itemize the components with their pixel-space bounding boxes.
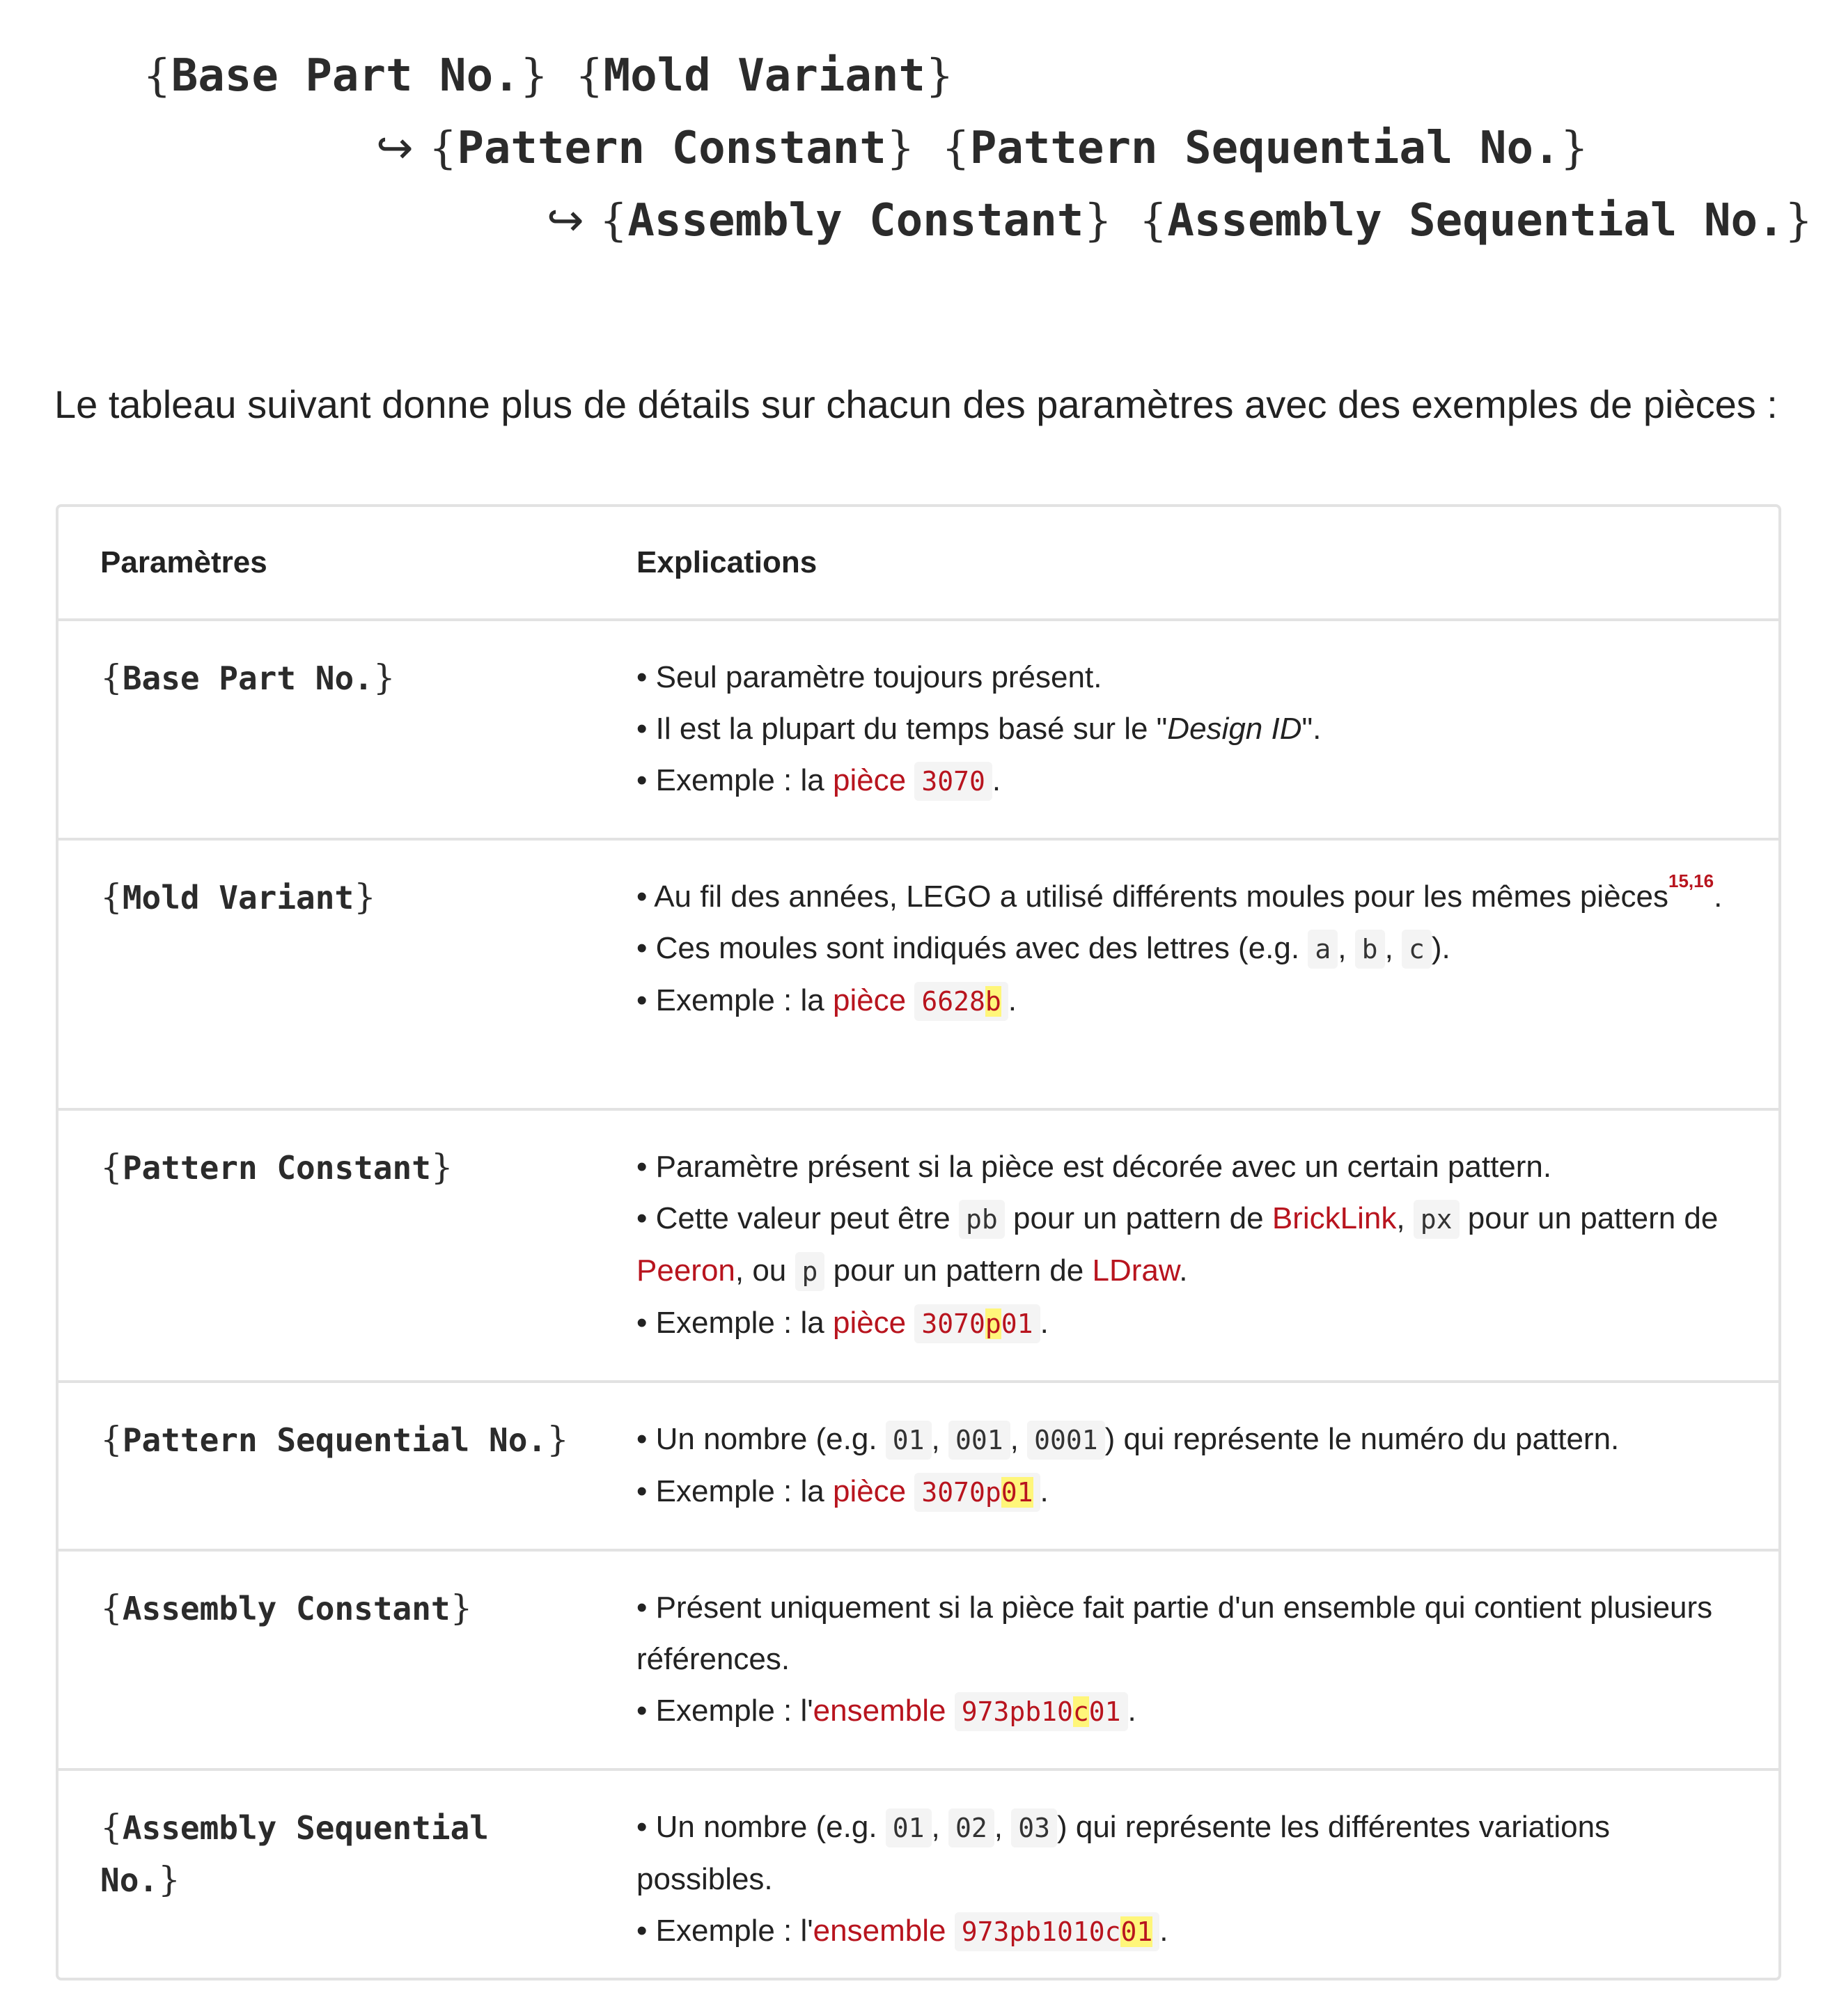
bullet: • Présent uniquement si la pièce fait partie d'un ensemble qui contient plusieurs références.: [636, 1591, 1713, 1676]
peeron-link[interactable]: Peeron: [636, 1253, 735, 1288]
param-cell: {Assembly Constant}: [100, 1588, 473, 1628]
part-code: 973pb10c01: [955, 1692, 1128, 1731]
bullet: • Cette valeur peut être pb pour un pattern de BrickLink, px pour un pattern de Peeron, ou p pour un pattern de LDraw.: [636, 1193, 1737, 1297]
param-name: Mold Variant: [122, 879, 354, 916]
param-name: Pattern Constant: [122, 1149, 431, 1187]
formula-pattern-constant: Pattern Constant: [457, 123, 886, 174]
bullet: • Il est la plupart du temps basé sur le "Design ID".: [636, 712, 1322, 746]
table-row: [58, 1769, 1778, 1988]
param-name: Base Part No.: [122, 659, 373, 697]
formula-base-part: Base Part No.: [171, 50, 520, 102]
table-row: [58, 1109, 1778, 1382]
bullet: • Un nombre (e.g. 01 , 02 , 03 ) qui représente les différentes variations possibles.: [636, 1810, 1611, 1896]
example-line: • Exemple : la pièce 3070p01 .: [636, 1466, 1737, 1518]
explanation-cell: [623, 839, 1778, 1109]
bullet: • Au fil des années, LEGO a utilisé différents moules pour les mêmes pièces$^{15,16}$.: [636, 870, 1723, 914]
intro-paragraph: Le tableau suivant donne plus de détails sur chacun des paramètres avec des exemples de pièces :: [54, 382, 1778, 426]
bullet: • Paramètre présent si la pièce est décorée avec un certain pattern.: [636, 1150, 1552, 1184]
table-row: [58, 620, 1778, 839]
explanation-cell: [623, 1769, 1778, 1988]
part-code: 6628b: [914, 982, 1008, 1021]
piece-link[interactable]: pièce: [832, 1306, 907, 1340]
table-row: [58, 1550, 1778, 1769]
example-line: • Exemple : l'ensemble 973pb10c01 .: [636, 1685, 1737, 1737]
formula-assembly-constant: Assembly Constant: [627, 195, 1084, 247]
parameters-table: [56, 504, 1781, 1980]
part-code: 3070p01: [914, 1304, 1040, 1343]
piece-link[interactable]: pièce: [832, 1474, 907, 1508]
explanation-cell: [623, 1109, 1778, 1382]
header-parametres: Paramètres: [58, 507, 623, 620]
bullet: • Un nombre (e.g. 01 , 001 , 0001 ) qui représente le numéro du pattern.: [636, 1414, 1737, 1466]
param-name: Assembly Constant: [122, 1590, 451, 1627]
table-row: [58, 1382, 1778, 1550]
footnote-ref[interactable]: 15,16: [1668, 870, 1714, 891]
header-explications: Explications: [623, 507, 1778, 620]
hookrightarrow-icon: ↪: [547, 195, 584, 247]
param-cell: {Pattern Sequential No.}: [100, 1419, 569, 1460]
hookrightarrow-icon: ↪: [376, 123, 414, 174]
piece-link[interactable]: pièce: [832, 983, 907, 1017]
param-name: Pattern Sequential No.: [122, 1421, 547, 1459]
table-row: [58, 839, 1778, 1109]
example-line: • Exemple : la pièce 3070 .: [636, 755, 1737, 807]
bullet: • Seul paramètre toujours présent.: [636, 660, 1102, 694]
formula-assembly-seq: Assembly Sequential No.: [1167, 195, 1785, 247]
param-cell: {Pattern Constant}: [100, 1147, 453, 1187]
explanation-cell: [623, 1550, 1778, 1769]
example-line: • Exemple : l'ensemble 973pb1010c01 .: [636, 1905, 1737, 1958]
bullet: • Ces moules sont indiqués avec des lettres (e.g. a , b , c ).: [636, 923, 1737, 975]
piece-link[interactable]: pièce: [832, 763, 907, 797]
param-name: Assembly Sequential No.: [100, 1809, 490, 1899]
part-code: 3070p01: [914, 1473, 1040, 1512]
formula-line-1: {Base Part No.} {Mold Variant}: [143, 50, 954, 102]
param-cell: {Base Part No.}: [100, 657, 396, 698]
formula-line-3: ↪ {Assembly Constant} {Assembly Sequential No.}: [547, 195, 1813, 247]
ensemble-link[interactable]: ensemble: [813, 1914, 946, 1948]
ldraw-link[interactable]: LDraw: [1092, 1253, 1180, 1288]
formula-mold-variant: Mold Variant: [603, 50, 925, 102]
param-cell: {Assembly Sequential No.}: [100, 1807, 490, 1900]
explanation-cell: [623, 620, 1778, 839]
param-cell: {Mold Variant}: [100, 877, 376, 917]
example-line: • Exemple : la pièce 3070p01 .: [636, 1297, 1737, 1350]
part-code: 3070: [914, 762, 992, 801]
table-header-row: [58, 507, 1778, 620]
example-line: • Exemple : la pièce 6628b .: [636, 975, 1737, 1027]
explanation-cell: [623, 1382, 1778, 1550]
part-code: 973pb1010c01: [955, 1912, 1160, 1951]
formula-pattern-seq: Pattern Sequential No.: [969, 123, 1561, 174]
bricklink-link[interactable]: BrickLink: [1272, 1201, 1397, 1235]
formula-line-2: ↪ {Pattern Constant} {Pattern Sequential No.}: [376, 123, 1589, 174]
ensemble-link[interactable]: ensemble: [813, 1694, 946, 1728]
